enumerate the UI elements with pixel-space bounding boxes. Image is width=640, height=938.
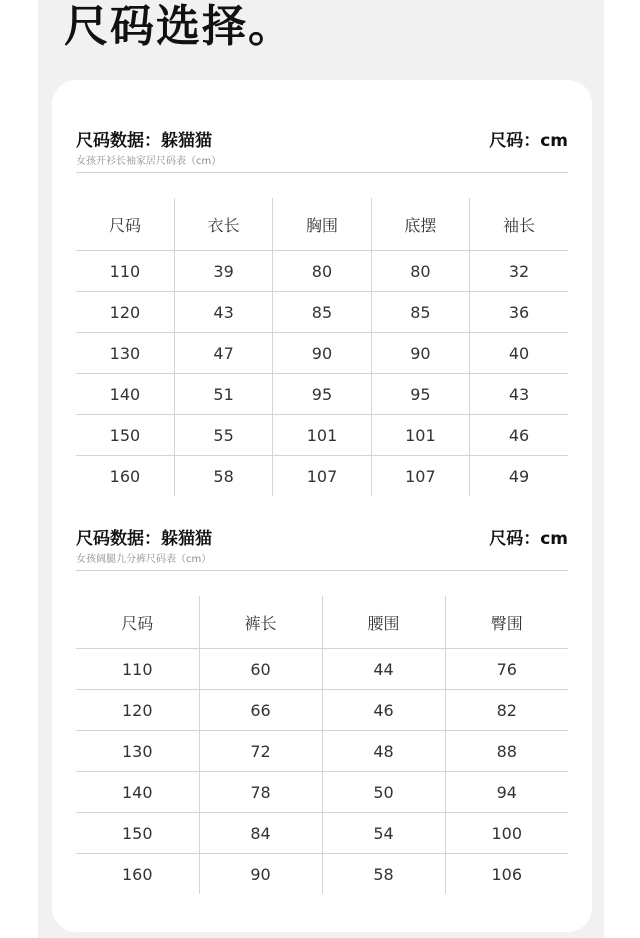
bottom-section-unit: 尺码：cm bbox=[489, 529, 568, 549]
table-cell: 82 bbox=[445, 690, 568, 731]
table-cell: 150 bbox=[76, 415, 174, 456]
table-cell: 140 bbox=[76, 772, 199, 813]
table-cell: 43 bbox=[174, 292, 272, 333]
table-cell: 46 bbox=[322, 690, 445, 731]
table-cell: 88 bbox=[445, 731, 568, 772]
table-cell: 80 bbox=[273, 251, 371, 292]
table-cell: 107 bbox=[273, 456, 371, 497]
table-cell: 95 bbox=[371, 374, 469, 415]
table-row bbox=[76, 772, 568, 813]
table-row bbox=[76, 374, 568, 415]
table-row bbox=[76, 690, 568, 731]
table-cell: 100 bbox=[445, 813, 568, 854]
table-cell: 94 bbox=[445, 772, 568, 813]
table-cell: 47 bbox=[174, 333, 272, 374]
table-cell: 32 bbox=[470, 251, 568, 292]
table-cell: 120 bbox=[76, 690, 199, 731]
column-header: 底摆 bbox=[371, 198, 469, 251]
table-cell: 90 bbox=[371, 333, 469, 374]
table-cell: 55 bbox=[174, 415, 272, 456]
table-cell: 84 bbox=[199, 813, 322, 854]
column-header: 裤长 bbox=[199, 596, 322, 649]
table-cell: 43 bbox=[470, 374, 568, 415]
table-row bbox=[76, 731, 568, 772]
table-cell: 150 bbox=[76, 813, 199, 854]
table-cell: 72 bbox=[199, 731, 322, 772]
table-cell: 48 bbox=[322, 731, 445, 772]
table-row bbox=[76, 415, 568, 456]
table-cell: 39 bbox=[174, 251, 272, 292]
table-cell: 36 bbox=[470, 292, 568, 333]
table-cell: 85 bbox=[371, 292, 469, 333]
table-cell: 46 bbox=[470, 415, 568, 456]
table-cell: 95 bbox=[273, 374, 371, 415]
table-cell: 49 bbox=[470, 456, 568, 497]
bottom-section-heading: 尺码数据：躲猫猫 bbox=[76, 529, 212, 549]
table-cell: 106 bbox=[445, 854, 568, 895]
bottom-section-divider bbox=[76, 570, 568, 571]
table-cell: 80 bbox=[371, 251, 469, 292]
table-cell: 160 bbox=[76, 854, 199, 895]
table-cell: 60 bbox=[199, 649, 322, 690]
top-section-heading: 尺码数据：躲猫猫 bbox=[76, 131, 212, 151]
table-cell: 140 bbox=[76, 374, 174, 415]
table-cell: 110 bbox=[76, 251, 174, 292]
top-section-subtitle: 女孩开衫长袖家居尺码表（cm） bbox=[76, 156, 222, 167]
table-cell: 58 bbox=[322, 854, 445, 895]
table-row bbox=[76, 251, 568, 292]
table-row bbox=[76, 333, 568, 374]
table-cell: 44 bbox=[322, 649, 445, 690]
table-row bbox=[76, 292, 568, 333]
top-section-unit: 尺码：cm bbox=[489, 131, 568, 151]
table-cell: 76 bbox=[445, 649, 568, 690]
column-header: 衣长 bbox=[174, 198, 272, 251]
table-cell: 90 bbox=[199, 854, 322, 895]
table-cell: 120 bbox=[76, 292, 174, 333]
size-chart-card bbox=[52, 80, 592, 932]
table-cell: 85 bbox=[273, 292, 371, 333]
table-cell: 51 bbox=[174, 374, 272, 415]
bottom-section-subtitle: 女孩阔腿九分裤尺码表（cm） bbox=[76, 554, 212, 565]
table-row bbox=[76, 456, 568, 497]
table-cell: 54 bbox=[322, 813, 445, 854]
page-title: 尺码选择。 bbox=[64, 1, 294, 52]
table-cell: 130 bbox=[76, 731, 199, 772]
table-cell: 107 bbox=[371, 456, 469, 497]
column-header: 尺码 bbox=[121, 613, 154, 633]
table-cell: 101 bbox=[371, 415, 469, 456]
column-header: 袖长 bbox=[470, 198, 568, 251]
table-cell: 50 bbox=[322, 772, 445, 813]
table-cell: 110 bbox=[76, 649, 199, 690]
table-row bbox=[76, 854, 568, 895]
column-header: 腰围 bbox=[322, 596, 445, 649]
table-cell: 66 bbox=[199, 690, 322, 731]
table-header-row bbox=[76, 198, 568, 251]
table-cell: 40 bbox=[470, 333, 568, 374]
table-row bbox=[76, 649, 568, 690]
table-cell: 160 bbox=[76, 456, 174, 497]
table-cell: 130 bbox=[76, 333, 174, 374]
pants-size-table bbox=[76, 596, 568, 894]
table-header-row bbox=[76, 596, 568, 649]
table-row bbox=[76, 813, 568, 854]
table-cell: 90 bbox=[273, 333, 371, 374]
cardigan-size-table bbox=[76, 198, 568, 496]
table-cell: 101 bbox=[273, 415, 371, 456]
column-header: 尺码 bbox=[108, 215, 141, 235]
column-header: 臀围 bbox=[445, 596, 568, 649]
table-cell: 78 bbox=[199, 772, 322, 813]
top-section-divider bbox=[76, 172, 568, 173]
column-header: 胸围 bbox=[273, 198, 371, 251]
table-cell: 58 bbox=[174, 456, 272, 497]
